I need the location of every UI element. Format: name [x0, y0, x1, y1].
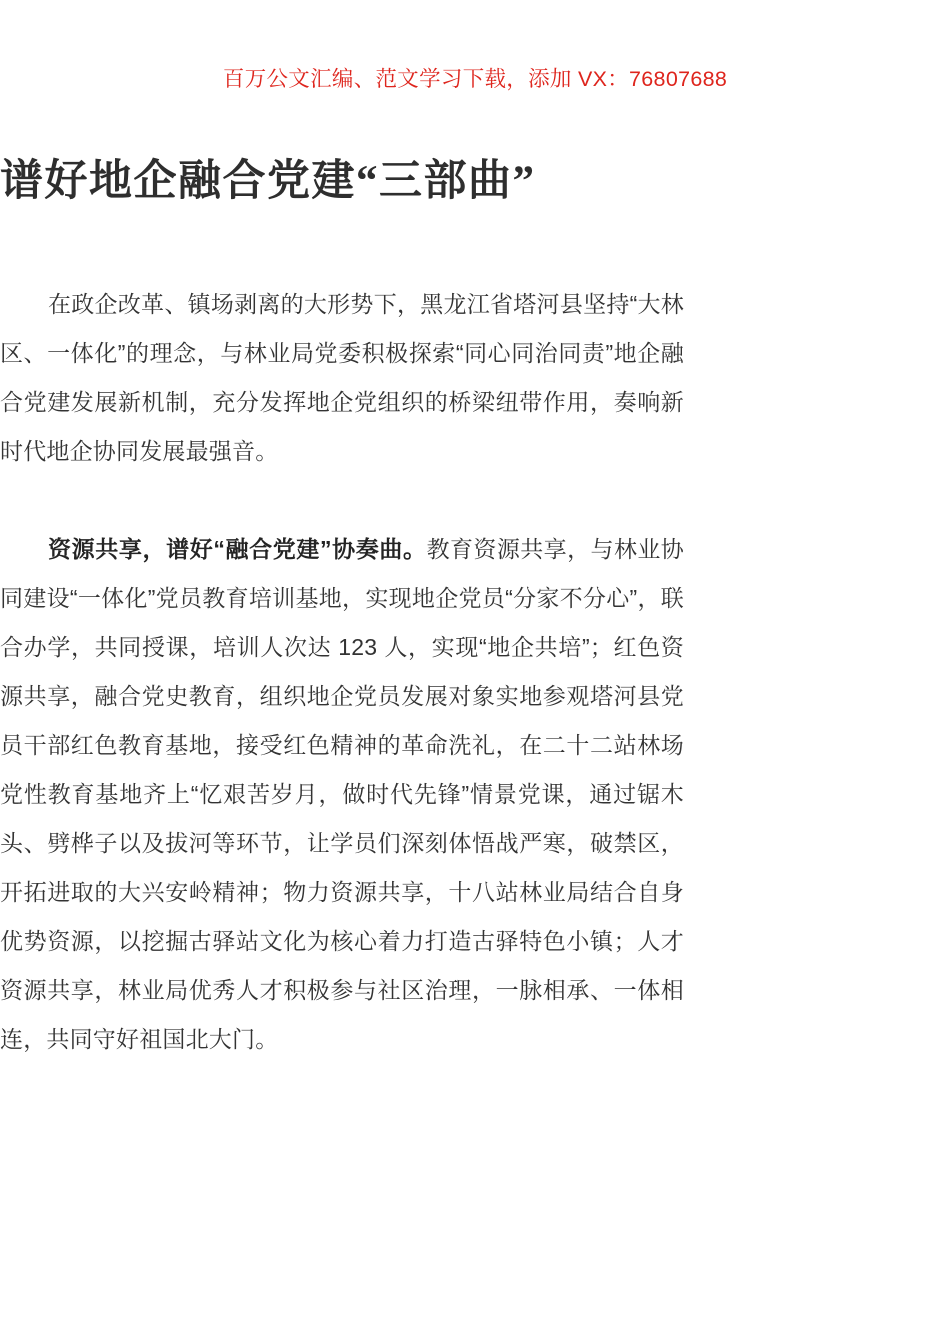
- paragraph-intro-text: 在政企改革、镇场剥离的大形势下，黑龙江省塔河县坚持“大林区、一体化”的理念，与林业局党委积极探索“同心同治同责”地企融合党建发展新机制，充分发挥地企党组织的桥梁纽带作用，奏响新时代地企协同发展最强音。: [0, 291, 684, 464]
- paragraph-intro: [0, 280, 684, 476]
- promo-header-banner: 百万公文汇编、范文学习下载，添加 VX：76807688: [222, 67, 728, 91]
- paragraph-section-one: [0, 525, 684, 1064]
- document-body: [0, 280, 684, 1064]
- paragraph-section-one-lead: 资源共享，谱好“融合党建”协奏曲。: [48, 536, 427, 562]
- paragraph-section-one-text: 教育资源共享，与林业协同建设“一体化”党员教育培训基地，实现地企党员“分家不分心”，联合办学，共同授课，培训人次达 123 人，实现“地企共培”；红色资源共享，融合党史教育，组织地企党员发展对象实地参观塔河县党员干部红色教育基地，接受红色精神的革命洗礼，在二十二站林场党性教育基地齐上“忆艰苦岁月，做时代先锋”情景党课，通过锯木头、劈桦子以及拔河等环节，让学员们深刻体悟战严寒，破禁区，开拓进取的大兴安岭精神；物力资源共享，十八站林业局结合自身优势资源，以挖掘古驿站文化为核心着力打造古驿特色小镇；人才资源共享，林业局优秀人才积极参与社区治理，一脉相承、一体相连，共同守好祖国北大门。: [0, 536, 684, 1052]
- page-title: 谱好地企融合党建“三部曲”: [0, 158, 536, 205]
